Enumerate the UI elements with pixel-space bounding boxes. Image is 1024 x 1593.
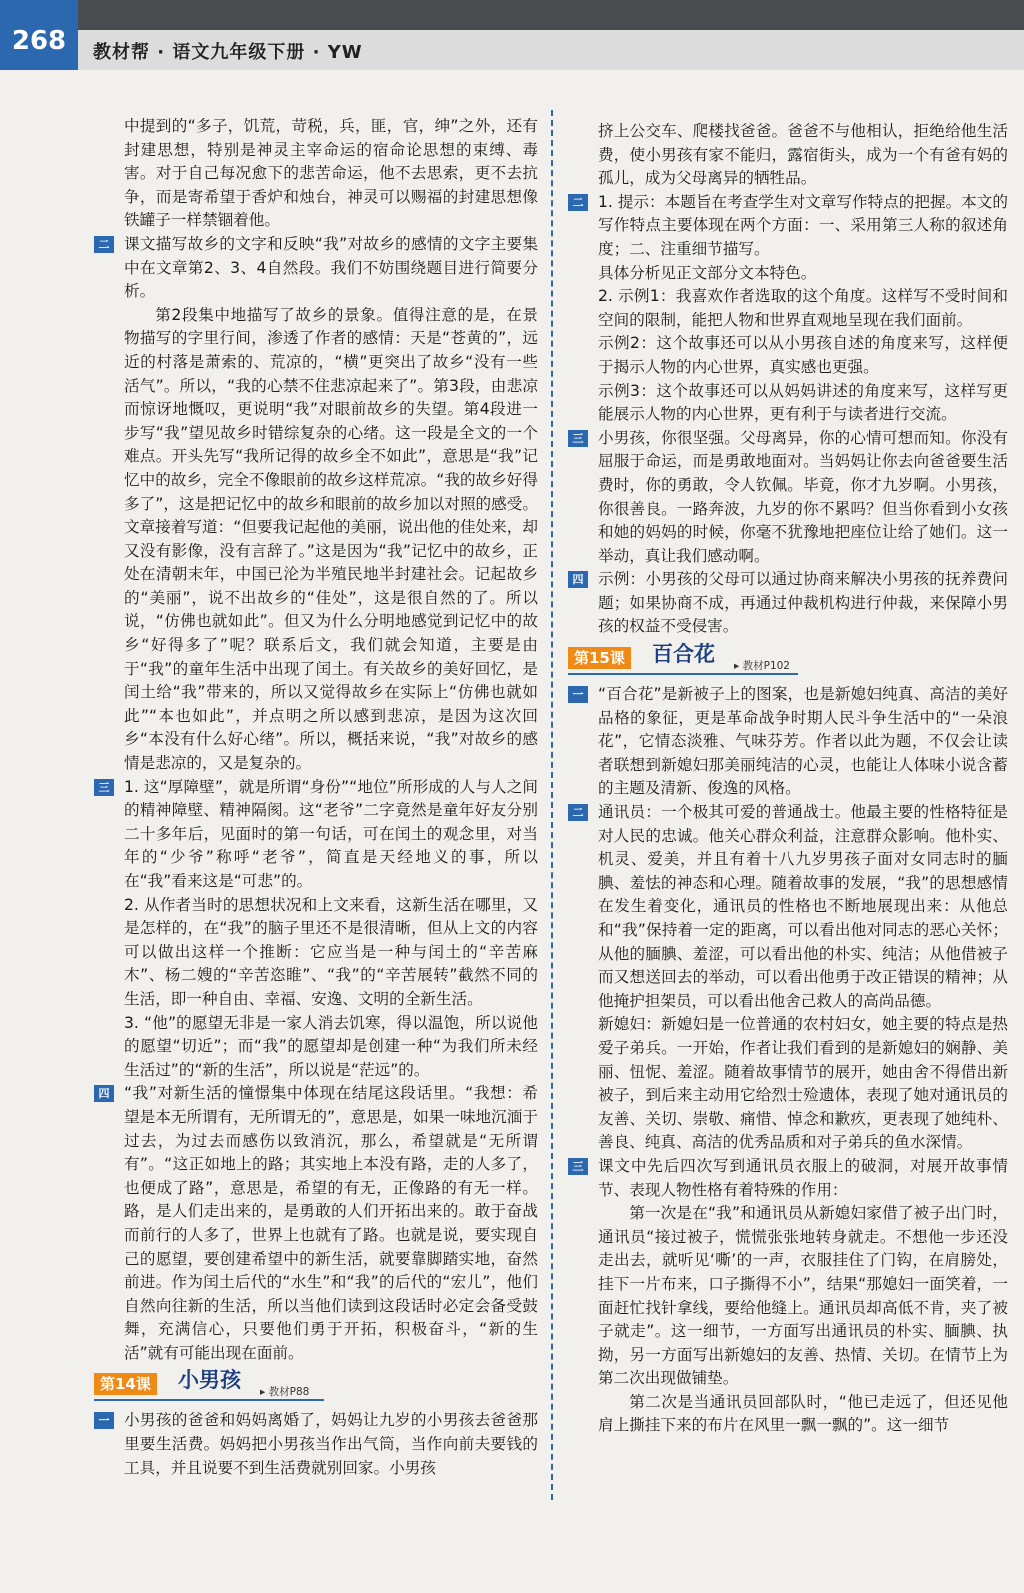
answer-text: 1. 提示：本题旨在考查学生对文章写作特点的把握。本文的写作特点主要体现在两个方面：一、采用第三人称的叙述角度；二、注重细节描写。 bbox=[598, 192, 1008, 258]
answer-text: 2. 示例1：我喜欢作者选取的这个角度。这样写不受时间和空间的限制，能把人物和世界直观地呈现在我们面前。 bbox=[598, 287, 1008, 329]
answer-block-r6 bbox=[568, 801, 1008, 1155]
heading-underline bbox=[94, 1399, 324, 1401]
section-marker: 一 bbox=[94, 1412, 114, 1429]
section-marker: 二 bbox=[568, 804, 588, 821]
answer-block-r3 bbox=[568, 427, 1008, 569]
answer-text: 第一次是在“我”和通讯员从新媳妇家借了被子出门时，通讯员“接过被子，慌慌张张地转身就走。不想他一步还没走出去，就听见‘嘶’的一声，衣服挂住了门钩，在肩膀处，挂下一片布来，口子撕得不小”，结果“那媳妇一面笑着，一面赶忙找针拿线，要给他缝上。通讯员却高低不肯，夹了被子就走”。这一细节，一方面写出通讯员的朴实、腼腆、执拗，另一方面写出新媳妇的友善、热情、关切。在情节上为第二次出现做铺垫。 bbox=[598, 1204, 1008, 1388]
answer-text: 课文中先后四次写到通讯员衣服上的破洞，对展开故事情节、表现人物性格有着特殊的作用： bbox=[598, 1156, 1008, 1199]
heading-underline bbox=[568, 673, 798, 675]
answer-text: “我”对新生活的憧憬集中体现在结尾这段话里。“我想：希望是本无所谓有，无所谓无的”，意思是，如果一味地沉湎于过去，为过去而感伤以致消沉，那么，希望就是“无所谓有”。“这正如地上的路；其实地上本没有路，走的人多了，也便成了路”，意思是，希望的有无，正像路的有无一样。路，是人们走出来的，是勇敢的人们开拓出来的。敢于奋战而前行的人多了，世界上也就有了路。也就是说，要实现自己的愿望，要创建希望中的新生活，就要靠脚踏实地，奋然前进。作为闰土后代的“水生”和“我”的后代的“宏儿”，他们自然向往新的生活，所以当他们读到这段话时必定会备受鼓舞，充满信心，只要他们勇于开拓，积极奋斗，“新的生活”就有可能出现在面前。 bbox=[124, 1084, 538, 1362]
section-marker: 三 bbox=[94, 779, 114, 796]
answer-block-4 bbox=[94, 1082, 538, 1365]
lesson-heading-15 bbox=[568, 643, 1008, 677]
section-marker: 二 bbox=[94, 236, 114, 253]
answer-block-r7 bbox=[568, 1155, 1008, 1438]
textbook-page-ref: ▸ 教材P88 bbox=[260, 1386, 310, 1399]
answer-text: 示例：小男孩的父母可以通过协商来解决小男孩的抚养费问题；如果协商不成，再通过仲裁机构进行仲裁，来保障小男孩的权益不受侵害。 bbox=[598, 570, 1008, 636]
answer-text: 中提到的“多子，饥荒，苛税，兵，匪，官，绅”之外，还有封建思想，特别是神灵主宰命运的宿命论思想的束缚、毒害。对于自己每况愈下的悲苦命运，他不去思索，更不去抗争，而是寄希望于香炉和烛台，神灵可以赐福的封建思想像铁罐子一样禁锢着他。 bbox=[124, 117, 538, 230]
left-column bbox=[94, 115, 538, 1480]
answer-text: 示例3：这个故事还可以从妈妈讲述的角度来写，这样写更能展示人物的内心世界，更有利于与读者进行交流。 bbox=[598, 381, 1008, 424]
answer-text: “百合花”是新被子上的图案，也是新媳妇纯真、高洁的美好品格的象征，更是革命战争时期人民斗争生活中的“一朵浪花”，它情态淡雅、气味芬芳。作者以此为题，不仅会让读者联想到新媳妇那美丽纯洁的心灵，也能让人体味小说含蓄的主题及清新、俊逸的风格。 bbox=[598, 685, 1008, 798]
section-marker: 二 bbox=[568, 194, 588, 211]
answer-block-3 bbox=[94, 776, 538, 1083]
column-divider bbox=[551, 110, 553, 1500]
answer-text: 小男孩，你很坚强。父母离异，你的心情可想而知。你没有屈服于命运，而是勇敢地面对。当妈妈让你去向爸爸要生活费时，你的勇敢，令人钦佩。毕竟，你才九岁啊。小男孩，你很善良。一路奔波，九岁的你不累吗？但当你看到小女孩和她的妈妈的时候，你毫不犹豫地把座位让给了她们。这一举动，真让我们感动啊。 bbox=[598, 428, 1008, 565]
section-marker: 三 bbox=[568, 1158, 588, 1175]
answer-continued bbox=[568, 120, 1008, 191]
answer-block-5 bbox=[94, 1409, 538, 1480]
section-marker: 四 bbox=[94, 1085, 114, 1102]
answer-block-2 bbox=[94, 233, 538, 776]
page-header bbox=[0, 0, 1024, 70]
answer-block-r2 bbox=[568, 191, 1008, 427]
answer-text: 1. 这“厚障壁”，就是所谓“身份”“地位”所形成的人与人之间的精神障壁、精神隔阂。这“老爷”二字竟然是童年好友分别二十多年后，见面时的第一句话，可在闰土的观念里，对当年的“少爷”称呼“老爷”，简直是天经地义的事，所以在“我”看来这是“可悲”的。 bbox=[124, 777, 538, 890]
lesson-title: 百合花 bbox=[652, 642, 715, 667]
answer-text: 小男孩的爸爸和妈妈离婚了，妈妈让九岁的小男孩去爸爸那里要生活费。妈妈把小男孩当作出气筒，当作向前夫要钱的工具，并且说要不到生活费就别回家。小男孩 bbox=[124, 1411, 538, 1477]
answer-text: 第2段集中地描写了故乡的景象。值得注意的是，在景物描写的字里行间，渗透了作者的感情：天是“苍黄的”，远近的村落是萧索的、荒凉的，“横”更突出了故乡“没有一些活气”。所以，“我的心禁不住悲凉起来了”。第3段，由悲凉而惊讶地慨叹，更说明“我”对眼前故乡的失望。第4段进一步写“我”望见故乡时错综复杂的心绪。这一段是全文的一个难点。开头先写“我所记得的故乡全不如此”，意思是“我”记忆中的故乡，完全不像眼前的故乡这样荒凉。“我的故乡好得多了”，这是把记忆中的故乡和眼前的故乡加以对照的感受。文章接着写道：“但要我记起他的美丽，说出他的佳处来，却又没有影像，没有言辞了。”这是因为“我”记忆中的故乡，正处在清朝末年，中国已沦为半殖民地半封建社会。记起故乡的“美丽”，说不出故乡的“佳处”，这是很自然的了。所以说，“仿佛也就如此”。但又为什么分明地感觉到记忆中的故乡“好得多了”呢？联系后文，我们就会知道，主要是由于“我”的童年生活中出现了闰土。有关故乡的美好回忆，是闰土给“我”带来的，所以又觉得故乡在实际上“仿佛也就如此”“本也如此”，并点明之所以感到悲凉，是因为这次回乡“本没有什么好心绪”。所以，概括来说，“我”对故乡的感情是悲凉的，又是复杂的。 bbox=[124, 305, 538, 773]
section-marker: 一 bbox=[568, 686, 588, 703]
answer-text: 新媳妇：新媳妇是一位普通的农村妇女，她主要的特点是热爱子弟兵。一开始，作者让我们看到的是新媳妇的娴静、美丽、忸怩、羞涩。随着故事情节的展开，她由舍不得借出新被子，到后来主动用它给烈士殓遗体，表现了她对通讯员的友善、关切、崇敬、痛惜、悼念和歉疚，更表现了她纯朴、善良、纯真、高洁的优秀品质和对子弟兵的鱼水深情。 bbox=[598, 1015, 1008, 1152]
book-title: 教材帮 · 语文九年级下册 · YW bbox=[93, 42, 363, 63]
section-marker: 四 bbox=[568, 571, 588, 588]
answer-text: 第二次是当通讯员回部队时，“他已走远了，但还见他肩上撕挂下来的布片在风里一飘一飘的”。这一细节 bbox=[598, 1392, 1008, 1435]
answer-text: 挤上公交车、爬楼找爸爸。爸爸不与他相认，拒绝给他生活费，使小男孩有家不能归，露宿街头，成为一个有爸有妈的孤儿，成为父母离异的牺牲品。 bbox=[598, 122, 1008, 188]
answer-block-r5 bbox=[568, 683, 1008, 801]
header-dark-band bbox=[78, 0, 1024, 30]
answer-text: 具体分析见正文部分文本特色。 bbox=[598, 263, 817, 282]
textbook-page-ref: ▸ 教材P102 bbox=[734, 660, 790, 673]
lesson-heading-14 bbox=[94, 1369, 538, 1403]
right-column bbox=[568, 120, 1008, 1438]
answer-text: 课文描写故乡的文字和反映“我”对故乡的感情的文字主要集中在文章第2、3、4自然段。我们不妨围绕题目进行简要分析。 bbox=[124, 234, 538, 301]
answer-text: 3. “他”的愿望无非是一家人消去饥寒，得以温饱，所以说他的愿望“切近”；而“我”的愿望却是创建一种“为我们所未经生活过”的“新的生活”，所以说是“茫远”的。 bbox=[124, 1013, 538, 1079]
section-marker: 三 bbox=[568, 430, 588, 447]
lesson-number-tag: 第14课 bbox=[94, 1373, 157, 1395]
answer-text: 通讯员：一个极其可爱的普通战士。他最主要的性格特征是对人民的忠诚。他关心群众利益，注意群众影响。他朴实、机灵、爱美，并且有着十八九岁男孩子面对女同志时的腼腆、羞怯的神态和心理。随着故事的发展，“我”的思想感情在发生着变化，通讯员的性格也不断地展现出来：从他总和“我”保持着一定的距离，可以看出他对同志的恶心关怀；从他的腼腆、羞涩，可以看出他的朴实、纯洁；从他借被子而又想送回去的举动，可以看出他勇于改正错误的精神；从他掩护担架员，可以看出他舍己救人的高尚品德。 bbox=[598, 803, 1008, 1010]
lesson-number-tag: 第15课 bbox=[568, 647, 631, 669]
answer-text: 示例2：这个故事还可以从小男孩自述的角度来写，这样便于揭示人物的内心世界，真实感也更强。 bbox=[598, 334, 1008, 376]
page-number: 268 bbox=[0, 0, 78, 70]
answer-continued bbox=[94, 115, 538, 233]
lesson-title: 小男孩 bbox=[178, 1368, 241, 1393]
answer-text: 2. 从作者当时的思想状况和上文来看，这新生活在哪里，又是怎样的，在“我”的脑子里还不是很清晰，但从上文的内容可以做出这样一个推断：它应当是一种与闰土的“辛苦麻木”、杨二嫂的“辛苦恣睢”、“我”的“辛苦展转”截然不同的生活，即一种自由、幸福、安逸、文明的全新生活。 bbox=[124, 895, 538, 1008]
answer-block-r4 bbox=[568, 568, 1008, 639]
